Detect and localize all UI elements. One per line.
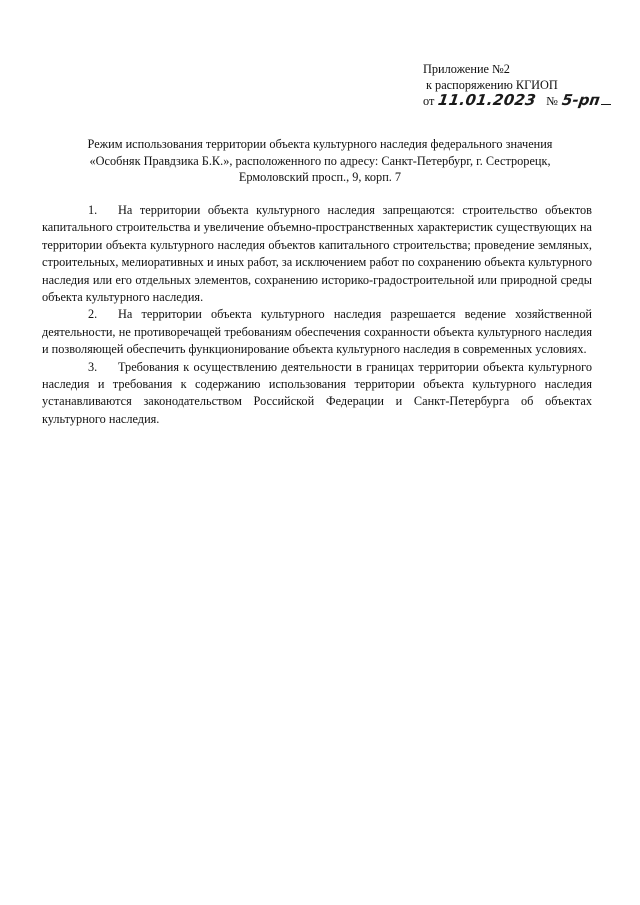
paragraph-text: На территории объекта культурного наследия разрешается ведение хозяйственной деятельности, не противоречащей требованиям обеспечения сохранности объекта культурного наследия и позволяющей обеспечить функционирование объекта культурного наследия в современных условиях. xyxy=(42,307,592,357)
appendix-header xyxy=(423,62,623,110)
heading-line-3: Ермоловский просп., 9, корп. 7 xyxy=(238,170,402,185)
underline-mark xyxy=(601,104,611,105)
paragraph-number: 3. xyxy=(88,359,98,374)
paragraph-number: 1. xyxy=(88,203,98,217)
number-prefix: № xyxy=(546,94,559,108)
paragraph-1 xyxy=(42,202,592,306)
heading-line-2: «Особняк Правдзика Б.К.», расположенного по адресу: Санкт-Петербург, г. Сестрорецк, xyxy=(89,153,551,168)
paragraph-text: Требования к осуществлению деятельности в границах территории объекта культурного наследия и требования к содержанию использования территории объекта культурного наследия устанавливаются законодательством Российской Федерации и Санкт-Петербурга об объектах культурного наследия. xyxy=(42,359,592,426)
paragraph-2 xyxy=(42,306,592,358)
appendix-date-number-line xyxy=(423,93,623,110)
handwritten-number: 5-рп xyxy=(560,91,602,109)
document-body xyxy=(42,202,592,428)
paragraph-number: 2. xyxy=(88,307,98,322)
heading-line-1: Режим использования территории объекта культурного наследия федерального значения xyxy=(87,137,553,151)
paragraph-3 xyxy=(42,359,592,429)
appendix-order-line: к распоряжению КГИОП xyxy=(426,77,558,92)
date-prefix: от xyxy=(423,94,435,108)
appendix-title: Приложение №2 xyxy=(423,62,510,76)
handwritten-date: 11.01.2023 xyxy=(437,91,538,109)
document-heading xyxy=(40,136,600,186)
paragraph-text: На территории объекта культурного наследия запрещаются: строительство объектов капитального строительства и увеличение объемно-пространственных характеристик существующих на территории объекта культурного наследия объектов капитального строительства; проведение земляных, строительных, мелиоративных и иных работ, за исключением работ по сохранению объекта культурного наследия или его отдельных элементов, сохранению историко-градостроительной или природной среды объекта культурного наследия. xyxy=(42,203,592,305)
